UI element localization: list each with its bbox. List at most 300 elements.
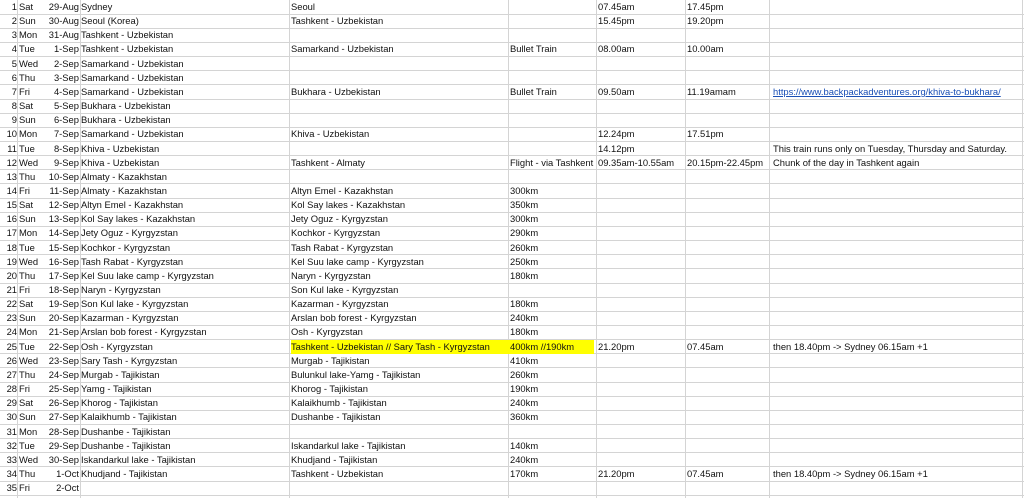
cell-route[interactable]: Tashkent - Uzbekistan	[291, 15, 384, 27]
cell-arr[interactable]	[687, 255, 769, 269]
cell-stay[interactable]: Kazarman - Kyrgyzstan	[81, 312, 179, 324]
cell-stay[interactable]: Almaty - Kazakhstan	[81, 184, 167, 196]
cell-dow[interactable]: Sun	[19, 312, 36, 324]
cell-stay[interactable]: Khudjand - Tajikistan	[81, 467, 168, 479]
cell-date[interactable]: 13-Sep	[48, 213, 79, 225]
cell-dep[interactable]	[598, 283, 686, 297]
cell-dist[interactable]: 300km	[510, 184, 539, 196]
cell-dist[interactable]	[510, 170, 594, 184]
cell-note[interactable]	[773, 0, 1023, 14]
cell-arr[interactable]	[687, 71, 769, 85]
cell-dep[interactable]: 08.00am	[598, 43, 635, 55]
cell-stay[interactable]: Altyn Emel - Kazakhstan	[81, 199, 184, 211]
cell-num[interactable]: 11	[7, 142, 17, 154]
cell-route[interactable]: Seoul	[291, 1, 315, 12]
cell-num[interactable]: 35	[6, 482, 17, 494]
cell-dep[interactable]	[598, 425, 686, 439]
cell-date[interactable]: 30-Aug	[48, 15, 79, 27]
cell-stay[interactable]: Khiva - Uzbekistan	[81, 156, 160, 168]
cell-note[interactable]	[773, 283, 1023, 297]
cell-num[interactable]: 14	[6, 184, 17, 196]
cell-arr[interactable]	[687, 325, 769, 339]
cell-num[interactable]: 13	[6, 170, 17, 182]
cell-note[interactable]	[773, 127, 1023, 141]
cell-num[interactable]: 18	[6, 241, 17, 253]
cell-dep[interactable]: 21.20pm	[598, 340, 635, 352]
cell-note[interactable]	[773, 184, 1023, 198]
cell-arr[interactable]	[687, 382, 769, 396]
cell-route[interactable]: Jety Oguz - Kyrgyzstan	[291, 213, 388, 225]
cell-arr[interactable]: 19.20pm	[687, 15, 724, 27]
cell-date[interactable]: 24-Sep	[48, 368, 79, 380]
cell-dep[interactable]: 12.24pm	[598, 128, 635, 140]
cell-dow[interactable]: Tue	[19, 142, 35, 154]
cell-arr[interactable]: 07.45am	[687, 340, 724, 352]
cell-num[interactable]: 19	[6, 255, 17, 267]
cell-route[interactable]: Khiva - Uzbekistan	[291, 128, 370, 140]
cell-dow[interactable]: Thu	[19, 368, 36, 380]
cell-dist[interactable]: Flight - via Tashkent	[510, 156, 594, 168]
cell-stay[interactable]: Iskandarkul lake - Tajikistan	[81, 453, 196, 465]
cell-route[interactable]: Altyn Emel - Kazakhstan	[291, 184, 394, 196]
cell-stay[interactable]: Sary Tash - Kyrgyzstan	[81, 354, 178, 366]
cell-stay[interactable]: Dushanbe - Tajikistan	[81, 439, 171, 451]
cell-stay[interactable]: Kalaikhumb - Tajikistan	[81, 411, 177, 423]
cell-dep[interactable]	[598, 269, 686, 283]
cell-num[interactable]: 6	[11, 71, 17, 83]
cell-note[interactable]	[773, 99, 1023, 113]
cell-dow[interactable]: Sun	[19, 15, 36, 27]
link-cell[interactable]: https://www.backpackadventures.org/khiva-to-bukhara/	[773, 85, 1001, 97]
cell-dep[interactable]	[598, 311, 686, 325]
cell-arr[interactable]	[687, 453, 769, 467]
cell-date[interactable]: 28-Sep	[48, 425, 79, 437]
cell-dist[interactable]: 180km	[510, 269, 539, 281]
cell-arr[interactable]	[687, 198, 769, 212]
cell-dist[interactable]	[510, 99, 594, 113]
cell-arr[interactable]	[687, 170, 769, 184]
cell-dep[interactable]	[598, 368, 686, 382]
cell-note[interactable]	[773, 28, 1023, 42]
cell-num[interactable]: 5	[11, 57, 17, 69]
cell-arr[interactable]: 17.51pm	[687, 128, 724, 140]
cell-note[interactable]	[773, 453, 1023, 467]
cell-num[interactable]: 4	[11, 43, 17, 55]
cell-dep[interactable]	[598, 212, 686, 226]
cell-arr[interactable]: 11.19amam	[687, 85, 736, 97]
cell-arr[interactable]	[687, 439, 769, 453]
cell-stay[interactable]: Samarkand - Uzbekistan	[81, 85, 184, 97]
cell-dist[interactable]: 180km	[510, 298, 539, 310]
cell-dow[interactable]: Fri	[19, 383, 30, 395]
cell-dist[interactable]: 240km	[510, 453, 539, 465]
cell-date[interactable]: 16-Sep	[48, 255, 79, 267]
cell-arr[interactable]	[687, 481, 769, 495]
cell-date[interactable]: 8-Sep	[53, 142, 79, 154]
cell-stay[interactable]: Tash Rabat - Kyrgyzstan	[81, 255, 184, 267]
cell-arr[interactable]	[687, 311, 769, 325]
cell-arr[interactable]	[687, 396, 769, 410]
cell-note[interactable]	[773, 368, 1023, 382]
cell-route[interactable]: Son Kul lake - Kyrgyzstan	[291, 284, 399, 295]
cell-note[interactable]	[773, 396, 1023, 410]
cell-dist[interactable]	[510, 57, 594, 71]
cell-route[interactable]: Tash Rabat - Kyrgyzstan	[291, 241, 394, 253]
cell-dow[interactable]: Tue	[19, 439, 35, 451]
cell-note[interactable]	[773, 212, 1023, 226]
cell-route[interactable]: Kochkor - Kyrgyzstan	[291, 227, 381, 239]
cell-date[interactable]: 29-Sep	[48, 439, 79, 451]
cell-route[interactable]	[291, 425, 506, 439]
cell-dow[interactable]: Sun	[19, 411, 36, 423]
cell-num[interactable]: 2	[11, 15, 17, 27]
cell-stay[interactable]: Khorog - Tajikistan	[81, 397, 158, 409]
cell-stay[interactable]: Osh - Kyrgyzstan	[81, 340, 153, 352]
cell-dist[interactable]	[510, 127, 594, 141]
cell-note[interactable]: then 18.40pm -> Sydney 06.15am +1	[773, 467, 928, 479]
cell-stay[interactable]: Seoul (Korea)	[81, 15, 139, 27]
cell-dist[interactable]	[510, 71, 594, 85]
cell-arr[interactable]	[687, 212, 769, 226]
cell-route[interactable]: Tashkent - Uzbekistan	[291, 467, 384, 479]
cell-dep[interactable]: 07.45am	[598, 1, 635, 12]
cell-date[interactable]: 25-Sep	[48, 383, 79, 395]
cell-route[interactable]: Kazarman - Kyrgyzstan	[291, 298, 389, 310]
cell-num[interactable]: 17	[6, 227, 17, 239]
cell-dow[interactable]: Wed	[19, 255, 39, 267]
cell-dep[interactable]	[598, 439, 686, 453]
cell-num[interactable]: 27	[6, 368, 17, 380]
cell-arr[interactable]	[687, 241, 769, 255]
cell-route[interactable]: Naryn - Kyrgyzstan	[291, 269, 371, 281]
cell-route[interactable]: Bukhara - Uzbekistan	[291, 85, 381, 97]
cell-note[interactable]	[773, 269, 1023, 283]
cell-stay[interactable]: Tashkent - Uzbekistan	[81, 43, 174, 55]
cell-date[interactable]: 15-Sep	[48, 241, 79, 253]
cell-route[interactable]: Osh - Kyrgyzstan	[291, 326, 363, 338]
cell-route[interactable]: Bulunkul lake-Yamg - Tajikistan	[291, 368, 421, 380]
cell-dow[interactable]: Sun	[19, 114, 36, 126]
cell-dep[interactable]	[598, 396, 686, 410]
cell-note[interactable]	[773, 42, 1023, 56]
cell-note[interactable]	[773, 439, 1023, 453]
cell-date[interactable]: 29-Aug	[48, 1, 79, 12]
cell-stay[interactable]: Murgab - Tajikistan	[81, 368, 160, 380]
cell-arr[interactable]	[687, 283, 769, 297]
cell-route[interactable]: Khudjand - Tajikistan	[291, 453, 378, 465]
cell-date[interactable]: 7-Sep	[53, 128, 79, 140]
cell-dist[interactable]	[510, 283, 594, 297]
cell-route[interactable]	[291, 170, 506, 184]
cell-stay[interactable]: Sydney	[81, 1, 113, 12]
cell-stay[interactable]: Yamg - Tajikistan	[81, 383, 152, 395]
cell-note[interactable]	[773, 297, 1023, 311]
cell-dist[interactable]: 350km	[510, 199, 539, 211]
cell-date[interactable]: 19-Sep	[48, 298, 79, 310]
cell-date[interactable]: 12-Sep	[48, 199, 79, 211]
cell-arr[interactable]	[687, 297, 769, 311]
cell-dep[interactable]	[598, 354, 686, 368]
cell-dow[interactable]: Fri	[19, 482, 30, 494]
cell-num[interactable]: 31	[6, 425, 17, 437]
cell-date[interactable]: 21-Sep	[48, 326, 79, 338]
cell-dep[interactable]	[598, 453, 686, 467]
cell-route[interactable]: Arslan bob forest - Kyrgyzstan	[291, 312, 417, 324]
cell-stay[interactable]: Bukhara - Uzbekistan	[81, 114, 171, 126]
cell-dist[interactable]: Bullet Train	[510, 85, 557, 97]
cell-stay[interactable]: Almaty - Kazakhstan	[81, 170, 167, 182]
cell-route[interactable]: Kalaikhumb - Tajikistan	[291, 397, 387, 409]
cell-num[interactable]: 20	[6, 269, 17, 281]
cell-arr[interactable]	[687, 28, 769, 42]
cell-dist[interactable]: 300km	[510, 213, 539, 225]
cell-dow[interactable]: Thu	[19, 467, 36, 479]
cell-date[interactable]: 2-Sep	[53, 57, 79, 69]
cell-num[interactable]: 16	[6, 213, 17, 225]
cell-date[interactable]: 1-Sep	[53, 43, 79, 55]
cell-num[interactable]: 15	[6, 199, 17, 211]
cell-date[interactable]: 17-Sep	[48, 269, 79, 281]
cell-note[interactable]	[773, 14, 1023, 28]
cell-date[interactable]: 2-Oct	[56, 482, 79, 494]
cell-dep[interactable]	[598, 57, 686, 71]
cell-num[interactable]: 23	[6, 312, 17, 324]
cell-date[interactable]: 1-Oct	[56, 467, 79, 479]
cell-dow[interactable]: Thu	[19, 269, 36, 281]
cell-dow[interactable]: Mon	[19, 29, 38, 41]
cell-date[interactable]: 27-Sep	[48, 411, 79, 423]
cell-note[interactable]: then 18.40pm -> Sydney 06.15am +1	[773, 340, 928, 352]
cell-dep[interactable]	[598, 28, 686, 42]
cell-dep[interactable]	[598, 71, 686, 85]
cell-dow[interactable]: Sat	[19, 1, 34, 12]
cell-dow[interactable]: Mon	[19, 425, 38, 437]
cell-stay[interactable]: Samarkand - Uzbekistan	[81, 71, 184, 83]
cell-num[interactable]: 33	[6, 453, 17, 465]
cell-dist[interactable]	[510, 113, 594, 127]
cell-arr[interactable]	[687, 410, 769, 424]
cell-num[interactable]: 21	[6, 284, 17, 295]
cell-route[interactable]	[291, 71, 506, 85]
cell-stay[interactable]: Naryn - Kyrgyzstan	[81, 284, 161, 295]
cell-dist[interactable]: 260km	[510, 241, 539, 253]
cell-num[interactable]: 1	[11, 1, 17, 12]
cell-arr[interactable]: 20.15pm-22.45pm	[687, 156, 764, 168]
cell-dist[interactable]: 180km	[510, 326, 539, 338]
cell-note[interactable]	[773, 170, 1023, 184]
cell-dist[interactable]	[510, 481, 594, 495]
cell-note[interactable]	[773, 425, 1023, 439]
cell-dist[interactable]	[510, 14, 594, 28]
cell-dep[interactable]: 09.35am-10.55am	[598, 156, 675, 168]
cell-dep[interactable]	[598, 382, 686, 396]
cell-date[interactable]: 14-Sep	[48, 227, 79, 239]
cell-note[interactable]	[773, 241, 1023, 255]
cell-stay[interactable]: Jety Oguz - Kyrgyzstan	[81, 227, 178, 239]
cell-num[interactable]: 28	[6, 383, 17, 395]
cell-dow[interactable]: Wed	[19, 453, 39, 465]
cell-date[interactable]: 30-Sep	[48, 453, 79, 465]
cell-dow[interactable]: Fri	[19, 85, 30, 97]
cell-route[interactable]: Kel Suu lake camp - Kyrgyzstan	[291, 255, 424, 267]
cell-dep[interactable]	[598, 255, 686, 269]
cell-num[interactable]: 22	[6, 298, 17, 310]
cell-date[interactable]: 31-Aug	[48, 29, 79, 41]
cell-note[interactable]	[773, 410, 1023, 424]
cell-route[interactable]: Dushanbe - Tajikistan	[291, 411, 381, 423]
cell-note[interactable]: This train runs only on Tuesday, Thursday and Saturday.	[773, 142, 1007, 154]
cell-route[interactable]: Murgab - Tajikistan	[291, 354, 370, 366]
cell-dist[interactable]: 190km	[510, 383, 539, 395]
cell-num[interactable]: 34	[6, 467, 17, 479]
cell-date[interactable]: 6-Sep	[53, 114, 79, 126]
cell-stay[interactable]: Samarkand - Uzbekistan	[81, 57, 184, 69]
cell-stay[interactable]: Dushanbe - Tajikistan	[81, 425, 171, 437]
cell-dow[interactable]: Wed	[19, 57, 39, 69]
cell-date[interactable]: 9-Sep	[53, 156, 79, 168]
cell-note[interactable]	[773, 71, 1023, 85]
cell-dist[interactable]	[510, 142, 594, 156]
cell-dep[interactable]	[598, 241, 686, 255]
cell-route[interactable]	[291, 57, 506, 71]
cell-stay[interactable]: Khiva - Uzbekistan	[81, 142, 160, 154]
cell-arr[interactable]	[687, 226, 769, 240]
cell-date[interactable]: 4-Sep	[53, 85, 79, 97]
cell-dep[interactable]	[598, 198, 686, 212]
cell-stay[interactable]: Son Kul lake - Kyrgyzstan	[81, 298, 189, 310]
cell-date[interactable]: 11-Sep	[49, 184, 79, 196]
cell-dist[interactable]: 360km	[510, 411, 539, 423]
cell-date[interactable]: 20-Sep	[48, 312, 79, 324]
cell-dow[interactable]: Tue	[19, 340, 35, 352]
cell-date[interactable]: 18-Sep	[48, 284, 79, 295]
cell-arr[interactable]: 07.45am	[687, 467, 724, 479]
cell-route[interactable]	[291, 481, 506, 495]
cell-note[interactable]	[773, 325, 1023, 339]
cell-dow[interactable]: Wed	[19, 354, 39, 366]
cell-arr[interactable]	[687, 142, 769, 156]
cell-route[interactable]	[291, 99, 506, 113]
cell-dow[interactable]: Mon	[19, 326, 38, 338]
cell-route[interactable]: Khorog - Tajikistan	[291, 383, 368, 395]
cell-dow[interactable]: Mon	[19, 227, 38, 239]
cell-arr[interactable]	[687, 368, 769, 382]
cell-date[interactable]: 22-Sep	[48, 340, 79, 352]
cell-dep[interactable]: 15.45pm	[598, 15, 635, 27]
cell-arr[interactable]	[687, 269, 769, 283]
cell-dist[interactable]: 290km	[510, 227, 539, 239]
cell-num[interactable]: 12	[6, 156, 17, 168]
cell-dist[interactable]: 140km	[510, 439, 539, 451]
cell-num[interactable]: 25	[6, 340, 17, 352]
cell-note[interactable]: Chunk of the day in Tashkent again	[773, 156, 920, 168]
cell-dow[interactable]: Fri	[19, 284, 30, 295]
cell-num[interactable]: 26	[6, 354, 17, 366]
cell-dist[interactable]	[510, 425, 594, 439]
cell-dist[interactable]: 170km	[510, 467, 539, 479]
cell-num[interactable]: 8	[11, 100, 17, 112]
cell-arr[interactable]	[687, 354, 769, 368]
cell-route[interactable]: Samarkand - Uzbekistan	[291, 43, 394, 55]
cell-arr[interactable]	[687, 99, 769, 113]
cell-arr[interactable]	[687, 184, 769, 198]
cell-stay[interactable]: Kol Say lakes - Kazakhstan	[81, 213, 196, 225]
cell-dow[interactable]: Thu	[19, 71, 36, 83]
cell-route[interactable]	[291, 113, 506, 127]
cell-num[interactable]: 29	[6, 397, 17, 409]
cell-dep[interactable]	[598, 410, 686, 424]
cell-dow[interactable]: Tue	[19, 241, 35, 253]
cell-route[interactable]	[291, 28, 506, 42]
cell-date[interactable]: 23-Sep	[48, 354, 79, 366]
cell-dist[interactable]: Bullet Train	[510, 43, 557, 55]
cell-dep[interactable]: 21.20pm	[598, 467, 635, 479]
cell-dep[interactable]: 14.12pm	[598, 142, 635, 154]
cell-note[interactable]	[773, 226, 1023, 240]
cell-stay[interactable]: Tashkent - Uzbekistan	[81, 29, 174, 41]
cell-stay[interactable]: Kochkor - Kyrgyzstan	[81, 241, 171, 253]
cell-route[interactable]: Tashkent - Almaty	[291, 156, 365, 168]
cell-note[interactable]	[773, 57, 1023, 71]
cell-dep[interactable]	[598, 297, 686, 311]
cell-dep[interactable]	[598, 325, 686, 339]
cell-stay[interactable]: Arslan bob forest - Kyrgyzstan	[81, 326, 207, 338]
cell-dep[interactable]	[598, 113, 686, 127]
cell-dist[interactable]: 240km	[510, 312, 539, 324]
cell-num[interactable]: 24	[6, 326, 17, 338]
cell-dow[interactable]: Sat	[19, 199, 34, 211]
cell-dep[interactable]	[598, 99, 686, 113]
cell-dow[interactable]: Sat	[19, 298, 34, 310]
cell-num[interactable]: 7	[11, 85, 17, 97]
cell-arr[interactable]	[687, 113, 769, 127]
cell-dow[interactable]: Sun	[19, 213, 36, 225]
cell-arr[interactable]: 10.00am	[687, 43, 724, 55]
cell-dist[interactable]: 250km	[510, 255, 539, 267]
cell-route[interactable]	[291, 142, 506, 156]
cell-route[interactable]: Kol Say lakes - Kazakhstan	[291, 199, 406, 211]
cell-note[interactable]	[773, 255, 1023, 269]
cell-note[interactable]	[773, 311, 1023, 325]
cell-dep[interactable]	[598, 481, 686, 495]
cell-dep[interactable]	[598, 170, 686, 184]
cell-stay[interactable]	[81, 481, 287, 495]
cell-dist[interactable]	[510, 0, 594, 14]
cell-dow[interactable]: Mon	[19, 128, 38, 140]
cell-route[interactable]: Iskandarkul lake - Tajikistan	[291, 439, 406, 451]
cell-dist[interactable]	[510, 28, 594, 42]
cell-num[interactable]: 3	[11, 29, 17, 41]
cell-date[interactable]: 26-Sep	[48, 397, 79, 409]
cell-dist[interactable]: 260km	[510, 368, 539, 380]
cell-num[interactable]: 9	[11, 114, 17, 126]
cell-dow[interactable]: Sat	[19, 397, 34, 409]
cell-note[interactable]	[773, 198, 1023, 212]
cell-stay[interactable]: Samarkand - Uzbekistan	[81, 128, 184, 140]
cell-note[interactable]	[773, 481, 1023, 495]
cell-route[interactable]	[291, 340, 508, 354]
cell-note[interactable]	[773, 382, 1023, 396]
cell-num[interactable]: 32	[6, 439, 17, 451]
cell-dow[interactable]: Thu	[19, 170, 36, 182]
cell-date[interactable]: 3-Sep	[53, 71, 79, 83]
cell-dist[interactable]	[508, 340, 594, 354]
cell-dow[interactable]: Wed	[19, 156, 39, 168]
cell-note[interactable]	[773, 113, 1023, 127]
cell-arr[interactable]	[687, 425, 769, 439]
cell-dow[interactable]: Tue	[19, 43, 35, 55]
cell-dist[interactable]: 240km	[510, 397, 539, 409]
